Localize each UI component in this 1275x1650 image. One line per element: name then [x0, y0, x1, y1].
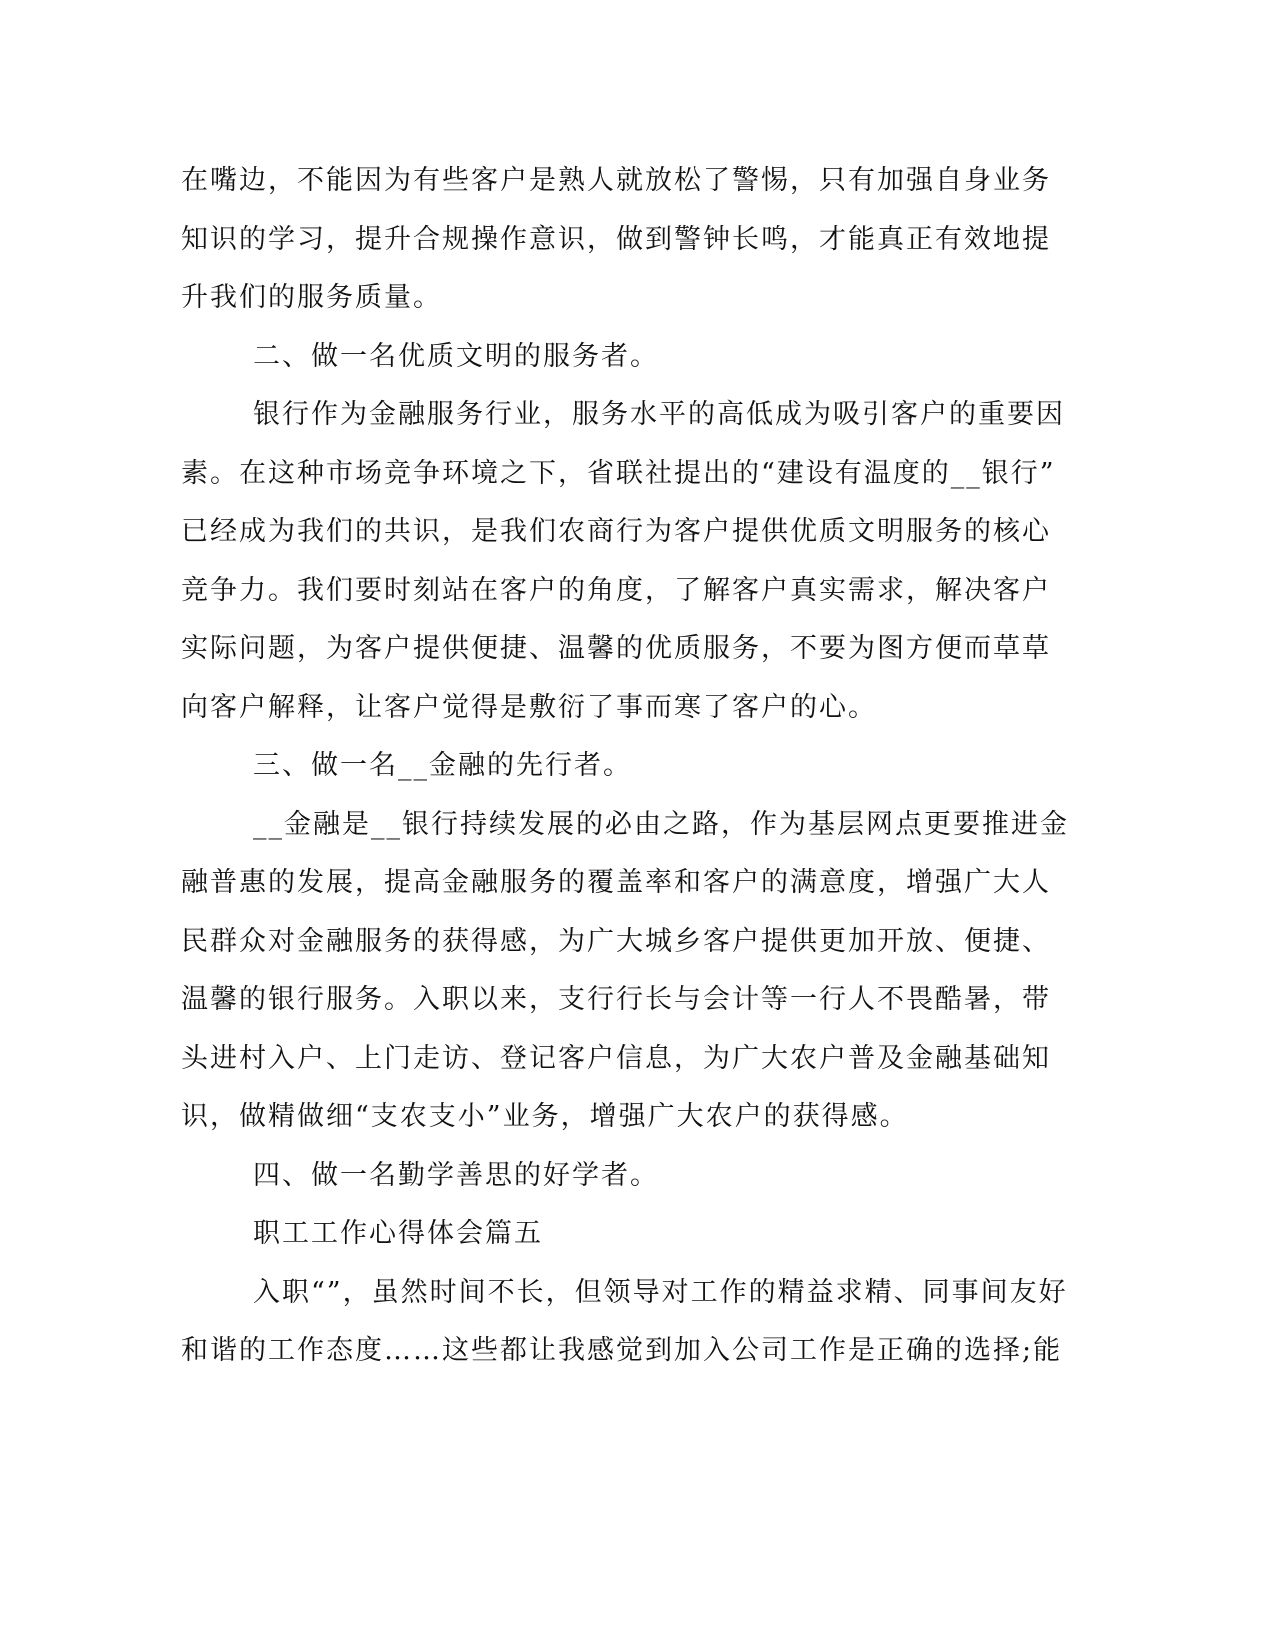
paragraph-first-line: __金融是__银行持续发展的必由之路，作为基层网点更要推进金	[253, 808, 1069, 840]
section-heading: 四、做一名勤学善思的好学者。	[253, 1159, 659, 1191]
paragraph-first-line: 银行作为金融服务行业，服务水平的高低成为吸引客户的重要因	[253, 399, 1065, 430]
text-line: 民群众对金融服务的获得感，为广大城乡客户提供更加开放、便捷、	[181, 925, 1051, 957]
article-title: 职工工作心得体会篇五	[253, 1218, 543, 1249]
text-line: 已经成为我们的共识，是我们农商行为客户提供优质文明服务的核心	[181, 516, 1051, 547]
text-line: 实际问题，为客户提供便捷、温馨的优质服务，不要为图方便而草草	[181, 633, 1051, 664]
text-line: 竞争力。我们要时刻站在客户的角度，了解客户真实需求，解决客户	[181, 574, 1051, 606]
text-line: 在嘴边，不能因为有些客户是熟人就放松了警惕，只有加强自身业务	[181, 165, 1051, 196]
section-heading: 三、做一名__金融的先行者。	[253, 750, 632, 781]
text-line: 知识的学习，提升合规操作意识，做到警钟长鸣，才能真正有效地提	[181, 223, 1051, 255]
text-line: 向客户解释，让客户觉得是敷衍了事而寒了客户的心。	[181, 691, 877, 723]
section-heading: 二、做一名优质文明的服务者。	[253, 340, 659, 372]
text-line: 头进村入户、上门走访、登记客户信息，为广大农户普及金融基础知	[181, 1042, 1051, 1074]
text-line: 融普惠的发展，提高金融服务的覆盖率和客户的满意度，增强广大人	[181, 867, 1051, 898]
text-line: 和谐的工作态度……这些都让我感觉到加入公司工作是正确的选择;能	[181, 1335, 1063, 1366]
paragraph-first-line: 入职“”，虽然时间不长，但领导对工作的精益求精、同事间友好	[253, 1276, 1068, 1308]
text-line: 温馨的银行服务。入职以来，支行行长与会计等一行人不畏酷暑，带	[181, 984, 1051, 1015]
text-line: 识，做精做细“支农支小”业务，增强广大农户的获得感。	[181, 1101, 909, 1132]
text-line: 素。在这种市场竞争环境之下，省联社提出的“建设有温度的__银行”	[181, 457, 1056, 489]
text-line: 升我们的服务质量。	[181, 282, 442, 313]
document-body	[181, 152, 1069, 1381]
